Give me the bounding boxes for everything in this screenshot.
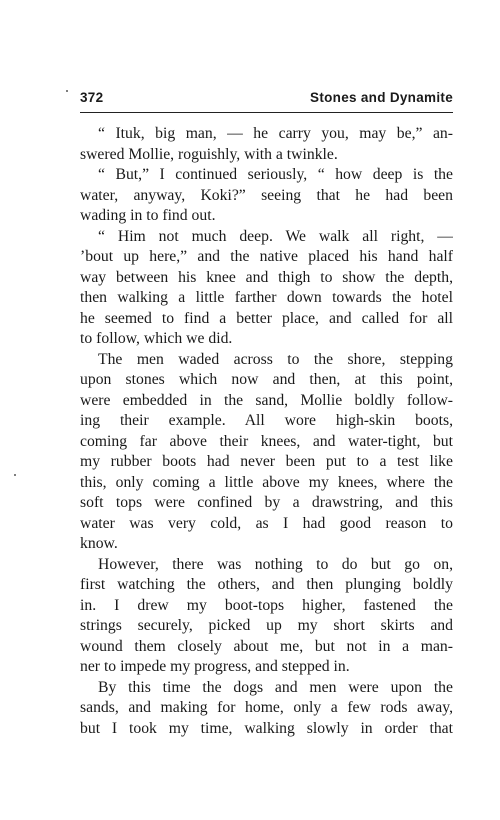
text-line: “ Ituk, big man, — he carry you, may be,” an- [98, 125, 453, 142]
scan-speck [66, 90, 68, 92]
text-line: ing their example. All wore high-skin boots, [80, 412, 453, 429]
text-line: “ Him not much deep. We walk all right, — [98, 227, 453, 245]
page-header [80, 88, 453, 113]
text-line: soft tops were confined by a drawstring, and this [80, 494, 453, 511]
text-line: The men waded across to the shore, stepping [98, 350, 453, 368]
text-line: he seemed to find a better place, and called for all [80, 309, 453, 327]
text-line: but I took my time, walking slowly in order that [80, 719, 453, 737]
scan-speck [14, 474, 16, 476]
text-line: water, anyway, Koki?” seeing that he had been [80, 186, 453, 204]
text-line: However, there was nothing to do but go on, [98, 555, 453, 573]
text-line: this, only coming a little above my knees, where the [80, 473, 453, 491]
text-line: in. I drew my boot-tops higher, fastened the [80, 596, 453, 614]
text-line: upon stones which now and then, at this point, [80, 371, 453, 388]
text-line: wading in to find out. [80, 207, 216, 224]
text-line: By this time the dogs and men were upon the [98, 678, 453, 696]
book-page [80, 88, 453, 739]
text-line: then walking a little farther down towards the hotel [80, 289, 453, 306]
text-line: were embedded in the sand, Mollie boldly follow- [80, 391, 453, 409]
text-line: ’bout up here,” and the native placed his hand half [80, 248, 453, 265]
text-line: first watching the others, and then plunging boldly [80, 576, 453, 593]
body-text [80, 124, 453, 739]
running-head: Stones and Dynamite [310, 90, 453, 105]
page-number: 372 [80, 90, 104, 105]
text-line: coming far above their knees, and water-tight, but [80, 432, 453, 450]
text-line: my rubber boots had never been put to a test like [80, 453, 453, 470]
text-line: way between his knee and thigh to show the depth, [80, 268, 453, 286]
text-line: sands, and making for home, only a few rods away, [80, 699, 453, 716]
text-line: strings securely, picked up my short skirts and [80, 617, 453, 634]
text-line: to follow, which we did. [80, 330, 233, 347]
text-line: swered Mollie, roguishly, with a twinkle. [80, 145, 338, 163]
text-line: ner to impede my progress, and stepped in. [80, 658, 350, 675]
text-line: “ But,” I continued seriously, “ how deep is the [98, 166, 453, 183]
text-line: water was very cold, as I had good reason to [80, 514, 453, 532]
text-line: wound them closely about me, but not in a man- [80, 637, 453, 655]
text-line: know. [80, 535, 118, 552]
